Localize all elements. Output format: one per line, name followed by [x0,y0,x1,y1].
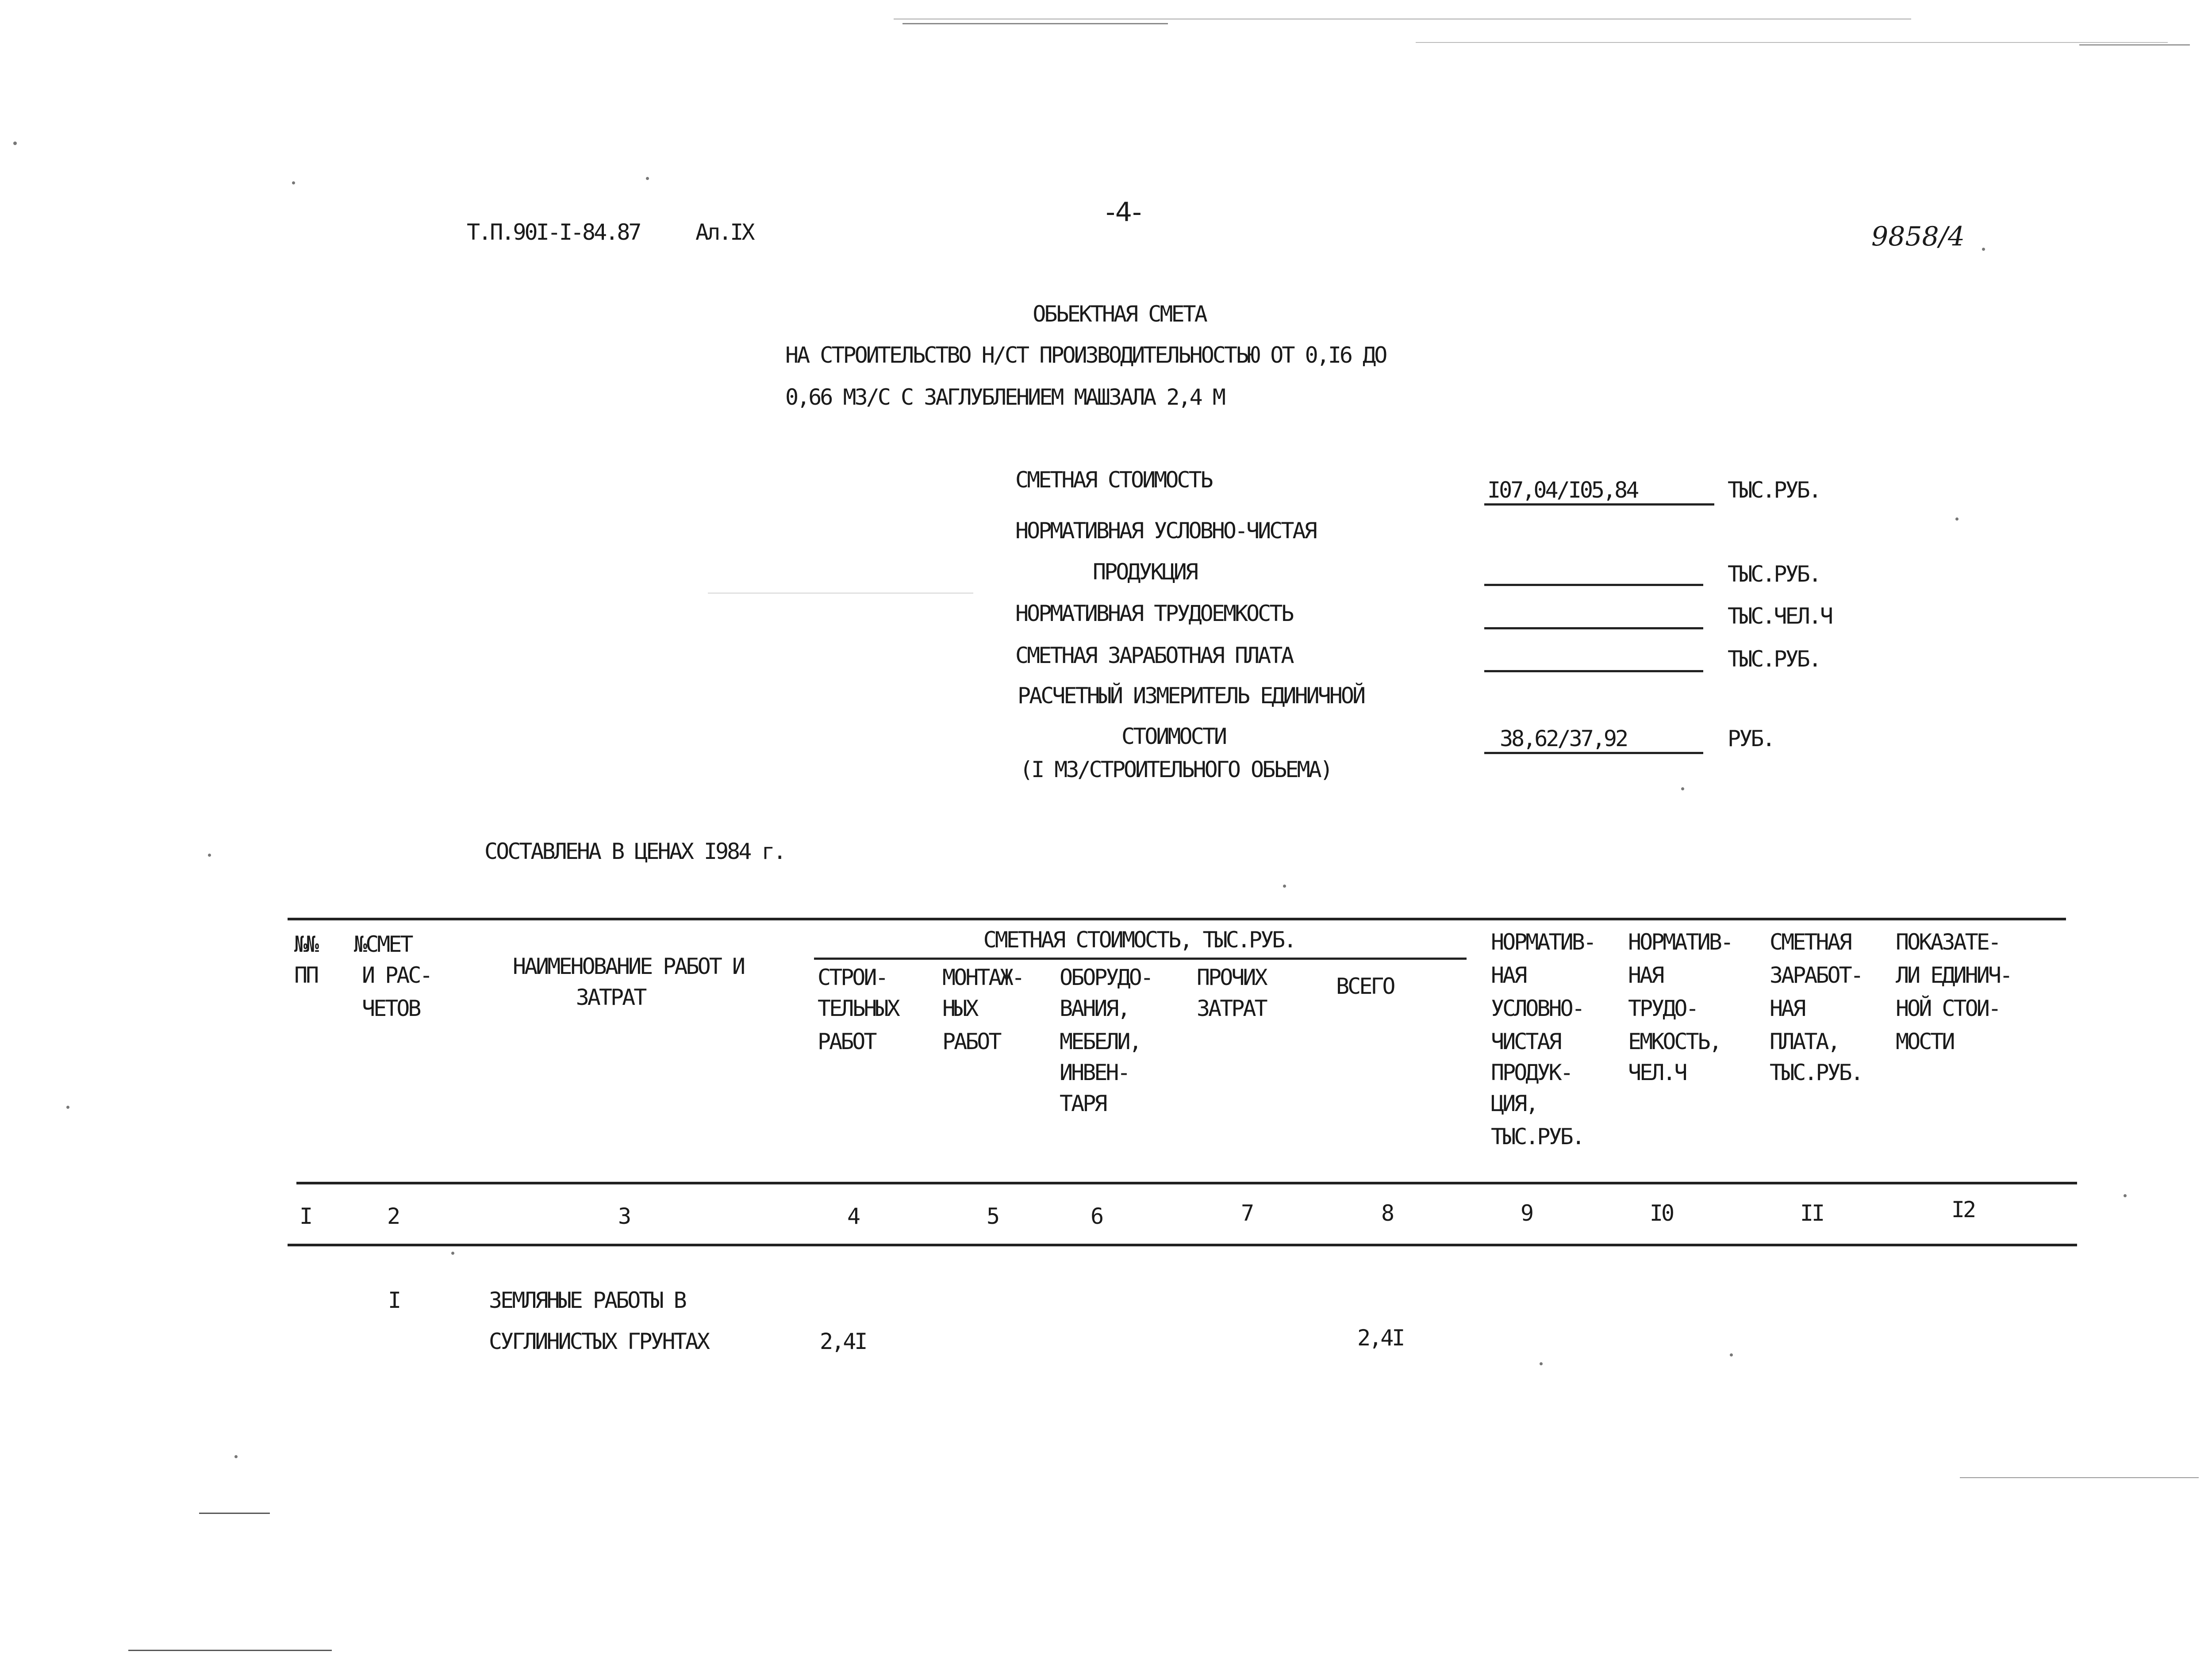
document-subtitle-line-1: НА СТРОИТЕЛЬСТВО Н/СТ ПРОИЗВОДИТЕЛЬНОСТЬЮ ОТ 0,I6 ДО [785,342,1386,368]
wage-unit: ТЫС.РУБ. [1728,646,1820,672]
column-number: 6 [1090,1203,1102,1229]
scan-line [199,1513,270,1514]
scan-line [1416,42,2168,43]
row-total-cost: 2,4I [1357,1325,1404,1351]
column-number: I [299,1203,311,1229]
scan-dot [1681,787,1684,790]
prices-note: СОСТАВЛЕНА В ЦЕНАХ I984 г. [484,839,785,864]
product-unit: ТЫС.РУБ. [1728,561,1820,587]
meter-unit: РУБ. [1728,726,1774,751]
scan-dot [1730,1353,1733,1356]
column-number: 8 [1381,1200,1393,1226]
column-number: 5 [986,1203,998,1229]
column-number: 9 [1520,1200,1532,1226]
album-number: Ал.IX [695,219,753,245]
scan-dot [2124,1194,2127,1197]
row-construction-cost: 2,4I [820,1329,866,1354]
row-estimate-number: I [388,1287,400,1313]
labor-label: НОРМАТИВНАЯ ТРУДОЕМКОСТЬ [1015,601,1293,626]
column-number: 4 [847,1203,859,1229]
scan-line [128,1650,332,1651]
archive-number: 9858/4 [1871,221,1965,252]
header-bottom-rule [296,1182,2077,1184]
scan-dot [1540,1362,1543,1365]
estimated-cost-value: I07,04/I05,84 [1487,477,1638,503]
product-label: НОРМАТИВНАЯ УСЛОВНО-ЧИСТАЯ [1015,518,1316,544]
row-name: ЗЕМЛЯНЫЕ РАБОТЫ В [489,1287,685,1313]
scan-dot [451,1252,454,1255]
meter-label: РАСЧЕТНЫЙ ИЗМЕРИТЕЛЬ ЕДИНИЧНОЙ [1018,683,1364,709]
scan-line [902,23,1168,24]
meter-label-cont: СТОИМОСТИ [1121,724,1225,749]
column-number: II [1800,1200,1824,1226]
product-underline [1484,584,1703,586]
estimated-cost-label: СМЕТНАЯ СТОИМОСТЬ [1015,467,1212,493]
document-title: ОБЬЕКТНАЯ СМЕТА [1033,301,1206,327]
scan-dot [1955,517,1959,521]
meter-label-unit: (I МЗ/СТРОИТЕЛЬНОГО ОБЬЕМА) [1020,757,1332,782]
scan-dot [234,1455,238,1458]
document-subtitle-line-2: 0,66 МЗ/С С ЗАГЛУБЛЕНИЕМ МАШЗАЛА 2,4 М [785,384,1224,410]
header-cost-group: СМЕТНАЯ СТОИМОСТЬ, ТЫС.РУБ. [983,927,1295,953]
estimated-cost-unit: ТЫС.РУБ. [1728,477,1820,503]
scan-line [708,593,973,594]
page-number: -4- [1106,197,1142,228]
column-number: 7 [1240,1200,1253,1226]
header-cell-total: ВСЕГО [1336,973,1394,999]
meter-value: 38,62/37,92 [1500,726,1627,751]
column-number: I2 [1951,1197,1975,1222]
labor-unit: ТЫС.ЧЕЛ.Ч [1728,603,1832,629]
scan-dot [646,177,649,180]
meter-underline [1484,752,1703,754]
row-name-cont: СУГЛИНИСТЫХ ГРУНТАХ [489,1329,708,1354]
wage-underline [1484,670,1703,672]
scan-dot [66,1106,69,1109]
numbers-bottom-rule [288,1244,2077,1246]
scan-dot [1982,248,1985,251]
column-number: I0 [1649,1200,1673,1226]
scan-dot [13,142,17,145]
column-number: 3 [618,1203,630,1229]
scan-dot [1283,885,1286,888]
document-code: Т.П.90I-I-84.87 [467,219,640,245]
cost-group-rule [814,958,1467,960]
scan-line [1960,1477,2199,1478]
column-number: 2 [387,1203,399,1229]
scan-dot [292,181,295,184]
product-label-cont: ПРОДУКЦИЯ [1093,559,1197,585]
scan-line [2079,44,2190,46]
scan-dot [208,854,211,857]
cost-underline [1484,503,1714,506]
wage-label: СМЕТНАЯ ЗАРАБОТНАЯ ПЛАТА [1015,643,1293,668]
table-top-rule [288,918,2066,920]
labor-underline [1484,627,1703,629]
